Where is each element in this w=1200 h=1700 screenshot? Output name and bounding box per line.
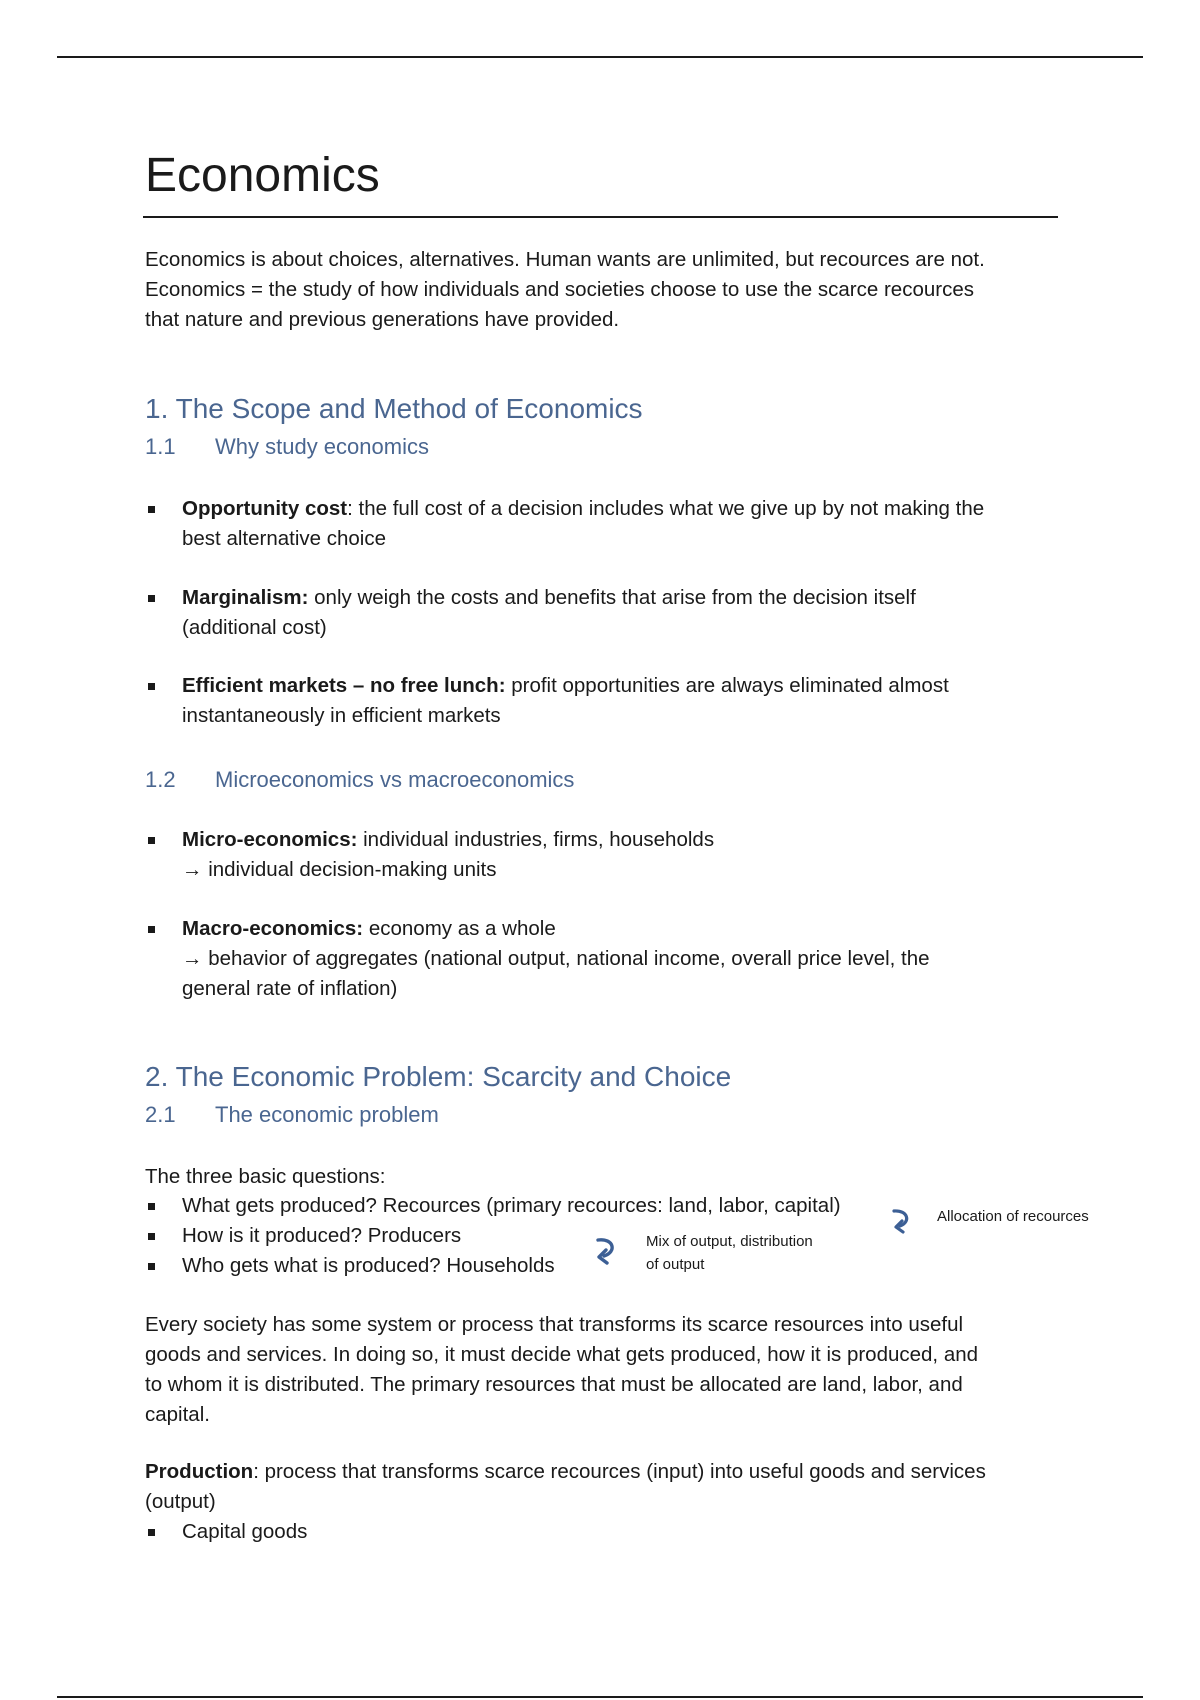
list-item	[145, 914, 1065, 1004]
item-text: general rate of inflation)	[182, 977, 398, 1000]
item-text: individual industries, firms, households	[357, 828, 715, 851]
allocation-note: Allocation of recources	[937, 1208, 1089, 1225]
paragraph-line: goods and services. In doing so, it must decide what gets produced, how it is produced, and	[145, 1343, 979, 1366]
curved-arrow-icon	[890, 1206, 916, 1238]
bullet-marker	[148, 837, 155, 844]
subsection-number: 1.2	[145, 767, 176, 792]
item-text: only weigh the costs and benefits that arise from the decision itself	[308, 586, 916, 609]
term: Marginalism:	[182, 586, 309, 609]
bullet-marker	[148, 506, 155, 513]
subsection-1-2-heading	[145, 767, 574, 793]
subsection-1-1-heading	[145, 434, 429, 460]
item-text: profit opportunities are always eliminated almost	[505, 674, 949, 697]
term: Production	[145, 1460, 254, 1483]
definition-text: (output)	[145, 1490, 216, 1513]
note-line: of output	[646, 1256, 705, 1273]
item-text: → behavior of aggregates (national output, national income, overall price level, the	[182, 947, 930, 970]
mix-output-note	[646, 1230, 813, 1276]
paragraph-line: Every society has some system or process that transforms its scarce resources into useful	[145, 1313, 964, 1336]
curved-arrow-icon	[592, 1234, 622, 1268]
item-text: the full cost of a decision includes what we give up by not making the	[352, 497, 985, 520]
subsection-title: Why study economics	[215, 434, 429, 459]
intro-line: that nature and previous generations have provided.	[145, 308, 620, 331]
note-line: Mix of output, distribution	[646, 1233, 813, 1250]
term: Macro-economics:	[182, 917, 364, 940]
list-item	[145, 671, 1065, 731]
item-text: best alternative choice	[182, 527, 386, 550]
list-item	[145, 494, 1065, 554]
item-text: economy as a whole	[363, 917, 556, 940]
bullet-marker	[148, 1233, 155, 1240]
list-item	[145, 1191, 1065, 1221]
page-top-rule	[57, 56, 1143, 58]
bullet-marker	[148, 595, 155, 602]
question-text: Who gets what is produced? Households	[182, 1254, 555, 1277]
economic-problem-paragraph	[145, 1310, 1065, 1430]
subsection-2-1-heading	[145, 1102, 439, 1128]
intro-line: Economics = the study of how individuals and societies choose to use the scarce recources	[145, 278, 974, 301]
subsection-number: 2.1	[145, 1102, 176, 1127]
paragraph-line: capital.	[145, 1403, 210, 1426]
production-definition	[145, 1457, 1065, 1517]
bullet-marker	[148, 1529, 155, 1536]
term: Opportunity cost	[182, 497, 348, 520]
questions-intro: The three basic questions:	[145, 1165, 386, 1188]
term: Micro-economics:	[182, 828, 358, 851]
item-text: instantaneously in efficient markets	[182, 704, 501, 727]
bullet-marker	[148, 683, 155, 690]
list-item	[145, 1517, 1065, 1547]
list-item	[145, 583, 1065, 643]
subsection-title: The economic problem	[215, 1102, 439, 1127]
definition-text: : process that transforms scarce recources (input) into useful goods and services	[253, 1460, 986, 1483]
subsection-title: Microeconomics vs macroeconomics	[215, 767, 575, 792]
list-item	[145, 825, 1065, 885]
bullet-marker	[148, 926, 155, 933]
page-title: Economics	[145, 149, 380, 202]
bullet-marker	[148, 1203, 155, 1210]
intro-paragraph	[145, 245, 1065, 335]
bullet-marker	[148, 1263, 155, 1270]
subsection-number: 1.1	[145, 434, 176, 459]
item-text: → individual decision-making units	[182, 858, 497, 881]
page-bottom-rule	[57, 1696, 1143, 1698]
term-sep: :	[347, 497, 353, 520]
term: Efficient markets – no free lunch:	[182, 674, 506, 697]
item-text: Capital goods	[182, 1520, 308, 1543]
question-text: What gets produced? Recources (primary recources: land, labor, capital)	[182, 1194, 841, 1217]
question-text: How is it produced? Producers	[182, 1224, 462, 1247]
section-2-heading: 2. The Economic Problem: Scarcity and Choice	[145, 1061, 732, 1092]
section-1-heading: 1. The Scope and Method of Economics	[145, 393, 643, 424]
title-underline	[143, 216, 1058, 218]
paragraph-line: to whom it is distributed. The primary resources that must be allocated are land, labor, and	[145, 1373, 963, 1396]
item-text: (additional cost)	[182, 616, 327, 639]
intro-line: Economics is about choices, alternatives. Human wants are unlimited, but recources are not.	[145, 248, 985, 271]
